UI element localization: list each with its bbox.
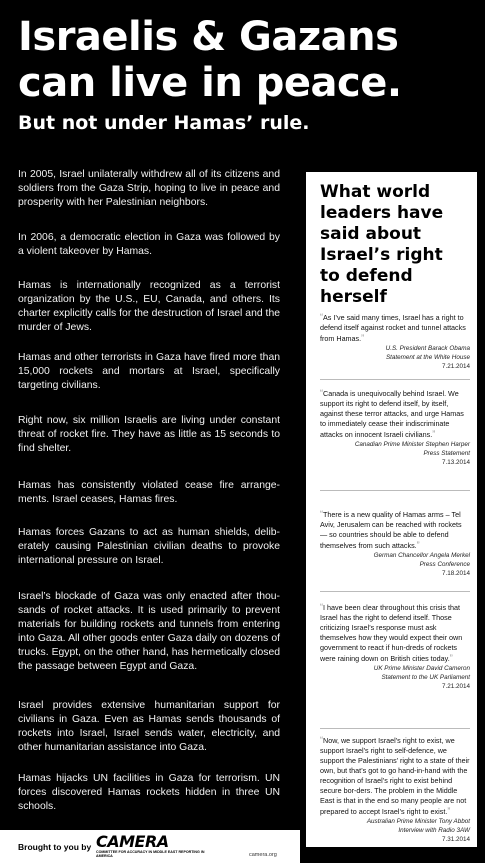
quote-text: “I have been clear throughout this crisis that Israel has the right to defend itself. Those criticizing Israel’s response must ask themselves how they would expect their own government to react if hun-dreds of rockets were raining down on British cities today.” (320, 602, 463, 663)
paragraph: Israel provides extensive humanitarian support for civilians in Gaza. Even as Hamas sends thousands of rockets into Israel, Israel sends water, electricity, and other humanitarian assistance into Gaza. (18, 700, 280, 753)
quote-cameron (320, 602, 470, 691)
quote-date: 7.18.2014 (441, 569, 470, 577)
quote-text: “Now, we support Israel’s right to exist, we support Israel’s right to self-defence, we support the Palestinians’ right to a state of their own, but that’s got to go hand-in-hand with the recognition of Israel’s right to exist behind secure bor-ders. The problem in the Middle East is that in the end so many people are not prepared to accept Israel’s right to exist.” (320, 735, 470, 816)
camera-logo (96, 834, 206, 859)
paragraph: In 2006, a democratic election in Gaza was followed by a violent takeover by Hamas. (18, 232, 280, 257)
quote-text: “There is a new quality of Hamas arms – Tel Aviv, Jerusalem can be reached with rockets — so countries should be able to defend themselves from such attacks.” (320, 509, 462, 550)
paragraph: Hamas hijacks UN facilities in Gaza for terrorism. UN forces discovered Hamas rockets hidden in three UN schools. (18, 773, 280, 812)
quote-attribution: Canadian Prime Minister Stephen Harper (354, 441, 470, 448)
paragraph: Hamas and other terrorists in Gaza have fired more than 15,000 rockets and mortars at Israel, specifically targeting civilians. (18, 352, 280, 391)
quote-source: Interview with Radio 3AW (398, 827, 470, 835)
paragraph: Israel’s blockade of Gaza was only enacted after thou-sands of rocket attacks. It is used primarily to prevent materials for building rockets and tunnels from entering into Gaza. All other goods enter Gaza daily on dozens of trucks. Egypt, on the other hand, has hermetically closed the passage between Egypt and Gaza. (18, 591, 280, 672)
quote-text: “Canada is unequivocally behind Israel. We support its right to defend itself, by itself, against these terror attacks, and urge Hamas to immediately cease their indiscriminate attacks on innocent Israeli civilians.” (320, 388, 464, 439)
subheadline: But not under Hamas’ rule. (18, 112, 310, 134)
paragraph: Hamas has consistently violated cease fire arrange-ments. Israel ceases, Hamas fires. (18, 480, 280, 505)
quote-harper (320, 388, 470, 467)
brought-to-you-label: Brought to you by (18, 842, 92, 852)
quote-date: 7.21.2014 (441, 682, 470, 690)
quote-source: Press Conference (419, 561, 470, 569)
headline-line-1: Israelis & Gazans (18, 14, 399, 60)
website-link[interactable]: camera.org (249, 852, 277, 858)
divider (320, 591, 470, 592)
divider (320, 379, 470, 380)
quote-attribution: U.S. President Barack Obama (385, 345, 470, 352)
quote-obama (320, 312, 470, 371)
quote-source: Statement to the UK Parliament (381, 674, 470, 682)
footer-bar (0, 830, 300, 863)
headline-block (18, 14, 478, 134)
logo-wordmark: CAMERA (96, 832, 169, 851)
quote-source: Press Statement (423, 450, 470, 458)
world-leaders-panel (306, 172, 477, 847)
paragraph: Hamas forces Gazans to act as human shields, delib-erately causing Palestinian civilian deaths to provoke international pressure on Israel. (18, 527, 280, 566)
quote-date: 7.21.2014 (441, 362, 470, 370)
divider (320, 728, 470, 729)
paragraph: In 2005, Israel unilaterally withdrew all of its citizens and soldiers from the Gaza Strip, hoping to live in peace and prosperity with her Palestinian neighbors. (18, 169, 280, 208)
panel-title: What world leaders have said about Israel’s right to defend herself (320, 182, 444, 307)
quote-attribution: UK Prime Minister David Cameron (373, 665, 470, 672)
paragraph: Right now, six million Israelis are living under constant threat of rocket fire. They have as little as 15 seconds to find shelter. (18, 415, 280, 454)
quote-date: 7.13.2014 (441, 458, 470, 466)
quote-attribution: Australian Prime Minister Tony Abbot (366, 818, 470, 825)
headline-line-2: can live in peace. (18, 60, 402, 106)
quote-date: 7.31.2014 (441, 835, 470, 843)
quote-abbot (320, 735, 470, 844)
paragraph: Hamas is internationally recognized as a terrorist organization by the U.S., EU, Canada, and others. Its charter explicitly calls for the destruction of Israel and the murder of Jews. (18, 280, 280, 333)
quote-merkel (320, 509, 470, 578)
divider (320, 490, 470, 491)
quote-source: Statement at the White House (385, 354, 470, 362)
logo-tagline: COMMITTEE FOR ACCURACY IN MIDDLE EAST REPORTING IN AMERICA (96, 850, 205, 859)
quote-attribution: German Chancellor Angela Merkel (373, 552, 470, 559)
quote-text: “As I’ve said many times, Israel has a right to defend itself against rocket and tunnel attacks from Hamas.” (320, 312, 466, 343)
